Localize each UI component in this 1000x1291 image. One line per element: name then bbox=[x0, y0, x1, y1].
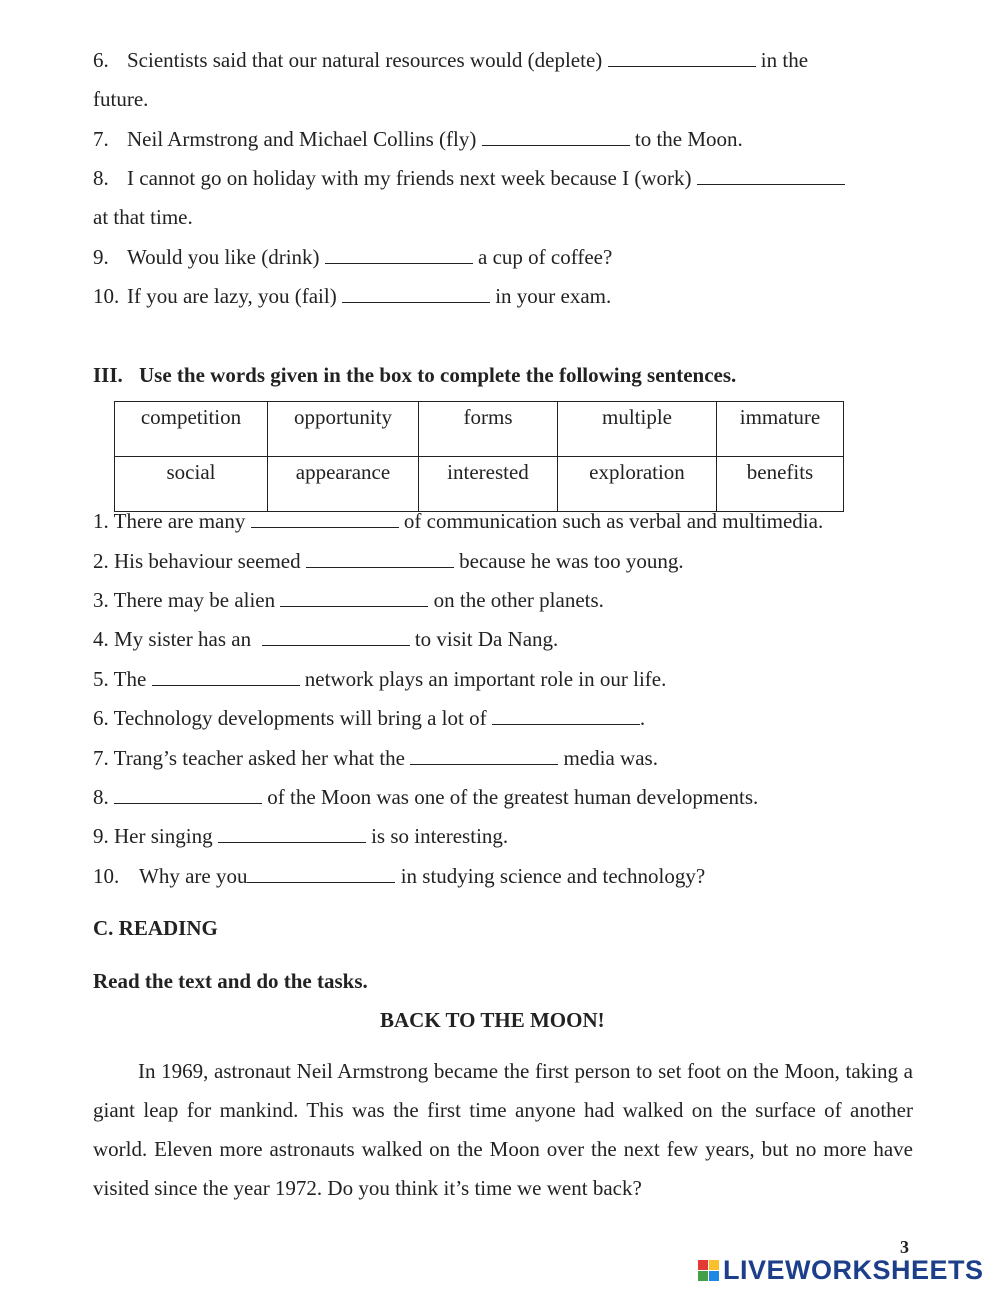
exercise-item bbox=[93, 126, 743, 152]
item-number: 6. bbox=[93, 706, 109, 730]
reading-title: BACK TO THE MOON! bbox=[380, 1008, 605, 1032]
word-box-row bbox=[115, 402, 844, 457]
item-text: because he was too young. bbox=[453, 549, 684, 573]
item-text: to the Moon. bbox=[629, 127, 743, 151]
item-number: 10. bbox=[93, 284, 120, 308]
item-number: 7. bbox=[93, 127, 109, 151]
item-number: 5. bbox=[93, 667, 109, 691]
item-text: Neil Armstrong and Michael Collins (fly) bbox=[127, 127, 482, 151]
exercise-item bbox=[93, 823, 508, 849]
answer-blank[interactable] bbox=[262, 626, 410, 646]
item-text: future. bbox=[93, 87, 149, 111]
item-text: Would you like (drink) bbox=[127, 245, 325, 269]
answer-blank[interactable] bbox=[482, 126, 630, 146]
item-text: in your exam. bbox=[489, 284, 612, 308]
exercise-item bbox=[93, 626, 558, 652]
item-text: network plays an important role in our life. bbox=[299, 667, 667, 691]
item-text: There may be alien bbox=[113, 588, 281, 612]
item-number: 3. bbox=[93, 588, 109, 612]
exercise-item-continuation bbox=[93, 86, 148, 112]
answer-blank[interactable] bbox=[251, 508, 399, 528]
answer-blank[interactable] bbox=[114, 784, 262, 804]
item-number: 10. bbox=[93, 864, 120, 888]
item-number: 7. bbox=[93, 746, 109, 770]
word-box-row bbox=[115, 457, 844, 512]
item-number: 8. bbox=[93, 785, 109, 809]
item-text: to visit Da Nang. bbox=[409, 627, 559, 651]
item-text: There are many bbox=[113, 509, 251, 533]
item-text: His behaviour seemed bbox=[114, 549, 306, 573]
item-text: of communication such as verbal and multimedia. bbox=[398, 509, 824, 533]
answer-blank[interactable] bbox=[152, 666, 300, 686]
item-text: a cup of coffee? bbox=[472, 245, 613, 269]
item-text: on the other planets. bbox=[428, 588, 604, 612]
word-cell: competition bbox=[115, 402, 268, 457]
item-text: at that time. bbox=[93, 205, 193, 229]
item-text: Scientists said that our natural resources would (deplete) bbox=[127, 48, 608, 72]
exercise-item bbox=[93, 165, 845, 191]
item-text: The bbox=[113, 667, 152, 691]
word-cell: interested bbox=[419, 457, 558, 512]
exercise-item bbox=[93, 666, 666, 692]
word-cell: opportunity bbox=[268, 402, 419, 457]
answer-blank[interactable] bbox=[492, 705, 640, 725]
word-cell: exploration bbox=[558, 457, 717, 512]
word-cell: appearance bbox=[268, 457, 419, 512]
logo-square bbox=[709, 1260, 719, 1270]
item-text: Why are you bbox=[139, 864, 248, 888]
exercise-item bbox=[93, 47, 808, 73]
section-numeral: III. bbox=[93, 363, 123, 387]
logo-square bbox=[709, 1271, 719, 1281]
item-number: 6. bbox=[93, 48, 109, 72]
item-text: Her singing bbox=[114, 824, 218, 848]
item-text: in studying science and technology? bbox=[395, 864, 706, 888]
item-text: of the Moon was one of the greatest human developments. bbox=[262, 785, 759, 809]
section-heading bbox=[93, 362, 736, 388]
exercise-item bbox=[93, 705, 645, 731]
answer-blank[interactable] bbox=[608, 47, 756, 67]
answer-blank[interactable] bbox=[218, 823, 366, 843]
liveworksheets-logo-icon bbox=[698, 1260, 719, 1281]
item-text: in the bbox=[755, 48, 809, 72]
exercise-item bbox=[93, 548, 684, 574]
item-text: Trang’s teacher asked her what the bbox=[113, 746, 411, 770]
logo-square bbox=[698, 1260, 708, 1270]
item-text: I cannot go on holiday with my friends next week because I (work) bbox=[127, 166, 697, 190]
exercise-item bbox=[93, 587, 604, 613]
exercise-item bbox=[93, 784, 758, 810]
answer-blank[interactable] bbox=[325, 244, 473, 264]
word-cell: benefits bbox=[717, 457, 844, 512]
section-title: Use the words given in the box to complete the following sentences. bbox=[139, 363, 737, 387]
item-number: 9. bbox=[93, 245, 109, 269]
answer-blank[interactable] bbox=[306, 548, 454, 568]
exercise-item bbox=[93, 745, 658, 771]
reading-instruction: Read the text and do the tasks. bbox=[93, 969, 368, 993]
exercise-item bbox=[93, 244, 612, 270]
page-number: 3 bbox=[900, 1237, 909, 1257]
exercise-item bbox=[93, 863, 705, 889]
answer-blank[interactable] bbox=[280, 587, 428, 607]
item-text: . bbox=[639, 706, 646, 730]
word-cell: immature bbox=[717, 402, 844, 457]
item-text: media was. bbox=[558, 746, 658, 770]
liveworksheets-logo bbox=[698, 1255, 984, 1286]
reading-paragraph: In 1969, astronaut Neil Armstrong became the first person to set foot on the Moon, taking a giant leap for mankind. This was the first time anyone had walked on the surface of another world. Eleven more astronauts walked on the Moon over the next few years, but no more have visited since the year 1972. Do you think it’s time we went back? bbox=[93, 1059, 913, 1200]
word-cell: multiple bbox=[558, 402, 717, 457]
exercise-item bbox=[93, 508, 823, 534]
word-box bbox=[114, 401, 844, 512]
answer-blank[interactable] bbox=[247, 863, 395, 883]
item-text: Technology developments will bring a lot of bbox=[113, 706, 492, 730]
item-text: My sister has an bbox=[114, 627, 262, 651]
item-number: 4. bbox=[93, 627, 109, 651]
item-text: If you are lazy, you (fail) bbox=[127, 284, 342, 308]
item-number: 8. bbox=[93, 166, 109, 190]
section-heading: C. READING bbox=[93, 916, 218, 940]
exercise-item bbox=[93, 283, 611, 309]
word-cell: forms bbox=[419, 402, 558, 457]
answer-blank[interactable] bbox=[410, 745, 558, 765]
logo-square bbox=[698, 1271, 708, 1281]
answer-blank[interactable] bbox=[697, 165, 845, 185]
item-number: 2. bbox=[93, 549, 109, 573]
exercise-item-continuation bbox=[93, 204, 193, 230]
word-cell: social bbox=[115, 457, 268, 512]
item-number: 1. bbox=[93, 509, 109, 533]
item-text: is so interesting. bbox=[365, 824, 509, 848]
logo-text: LIVEWORKSHEETS bbox=[723, 1255, 984, 1285]
answer-blank[interactable] bbox=[342, 283, 490, 303]
item-number: 9. bbox=[93, 824, 109, 848]
